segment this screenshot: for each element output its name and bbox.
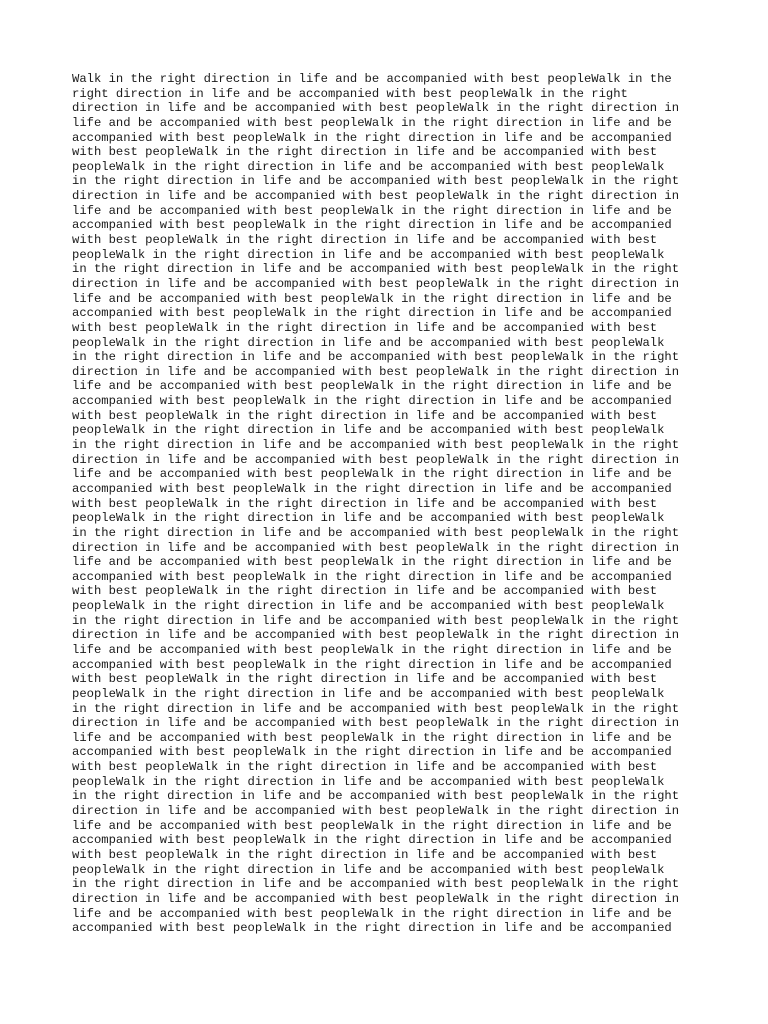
text-line: peopleWalk in the right direction in life and be accompanied with best peopleWalk	[72, 686, 665, 701]
text-line: in the right direction in life and be accompanied with best peopleWalk in the right	[72, 525, 680, 540]
text-line: peopleWalk in the right direction in life and be accompanied with best peopleWalk	[72, 247, 665, 262]
text-line: in the right direction in life and be accompanied with best peopleWalk in the right	[72, 350, 680, 365]
text-line: peopleWalk in the right direction in life and be accompanied with best peopleWalk	[72, 862, 665, 877]
text-line: accompanied with best peopleWalk in the right direction in life and be accompanied	[72, 481, 672, 496]
text-line: with best peopleWalk in the right direction in life and be accompanied with best	[72, 847, 658, 862]
text-line: with best peopleWalk in the right direction in life and be accompanied with best	[72, 145, 658, 160]
text-line: life and be accompanied with best peopleWalk in the right direction in life and be	[72, 379, 672, 394]
text-line: direction in life and be accompanied with best peopleWalk in the right direction in	[72, 364, 680, 379]
text-line: accompanied with best peopleWalk in the right direction in life and be accompanied	[72, 218, 672, 233]
text-line: with best peopleWalk in the right direction in life and be accompanied with best	[72, 672, 658, 687]
text-line: accompanied with best peopleWalk in the right direction in life and be accompanied	[72, 833, 672, 848]
text-line: accompanied with best peopleWalk in the right direction in life and be accompanied	[72, 921, 672, 936]
text-line: peopleWalk in the right direction in life and be accompanied with best peopleWalk	[72, 774, 665, 789]
text-line: life and be accompanied with best peopleWalk in the right direction in life and be	[72, 730, 672, 745]
text-line: accompanied with best peopleWalk in the right direction in life and be accompanied	[72, 657, 672, 672]
text-line: peopleWalk in the right direction in life and be accompanied with best peopleWalk	[72, 599, 665, 614]
body-text	[72, 72, 712, 936]
text-line: life and be accompanied with best peopleWalk in the right direction in life and be	[72, 203, 672, 218]
text-line: in the right direction in life and be accompanied with best peopleWalk in the right	[72, 438, 680, 453]
text-line: with best peopleWalk in the right direction in life and be accompanied with best	[72, 496, 658, 511]
text-line: accompanied with best peopleWalk in the right direction in life and be accompanied	[72, 394, 672, 409]
text-line: in the right direction in life and be accompanied with best peopleWalk in the right	[72, 701, 680, 716]
text-line: direction in life and be accompanied with best peopleWalk in the right direction in	[72, 804, 680, 819]
text-line: in the right direction in life and be accompanied with best peopleWalk in the right	[72, 877, 680, 892]
text-line: life and be accompanied with best peopleWalk in the right direction in life and be	[72, 291, 672, 306]
text-line: with best peopleWalk in the right direction in life and be accompanied with best	[72, 233, 658, 248]
text-line: life and be accompanied with best peopleWalk in the right direction in life and be	[72, 642, 672, 657]
text-line: in the right direction in life and be accompanied with best peopleWalk in the right	[72, 789, 680, 804]
text-line: peopleWalk in the right direction in life and be accompanied with best peopleWalk	[72, 423, 665, 438]
text-line: direction in life and be accompanied with best peopleWalk in the right direction in	[72, 891, 680, 906]
text-line: life and be accompanied with best peopleWalk in the right direction in life and be	[72, 467, 672, 482]
text-line: accompanied with best peopleWalk in the right direction in life and be accompanied	[72, 306, 672, 321]
text-line: with best peopleWalk in the right direction in life and be accompanied with best	[72, 584, 658, 599]
text-line: peopleWalk in the right direction in life and be accompanied with best peopleWalk	[72, 335, 665, 350]
text-line: peopleWalk in the right direction in life and be accompanied with best peopleWalk	[72, 159, 665, 174]
text-line: in the right direction in life and be accompanied with best peopleWalk in the right	[72, 262, 680, 277]
text-line: direction in life and be accompanied with best peopleWalk in the right direction in	[72, 101, 680, 116]
text-line: Walk in the right direction in life and be accompanied with best peopleWalk in the	[72, 72, 672, 86]
text-line: accompanied with best peopleWalk in the right direction in life and be accompanied	[72, 569, 672, 584]
text-line: direction in life and be accompanied with best peopleWalk in the right direction in	[72, 628, 680, 643]
text-line: in the right direction in life and be accompanied with best peopleWalk in the right	[72, 174, 680, 189]
text-line: peopleWalk in the right direction in life and be accompanied with best peopleWalk	[72, 511, 665, 526]
text-line: life and be accompanied with best peopleWalk in the right direction in life and be	[72, 555, 672, 570]
text-line: accompanied with best peopleWalk in the right direction in life and be accompanied	[72, 130, 672, 145]
text-line: direction in life and be accompanied with best peopleWalk in the right direction in	[72, 189, 680, 204]
text-line: direction in life and be accompanied with best peopleWalk in the right direction in	[72, 540, 680, 555]
text-line: in the right direction in life and be accompanied with best peopleWalk in the right	[72, 613, 680, 628]
text-line: with best peopleWalk in the right direction in life and be accompanied with best	[72, 408, 658, 423]
text-line: right direction in life and be accompanied with best peopleWalk in the right	[72, 86, 628, 101]
text-line: direction in life and be accompanied with best peopleWalk in the right direction in	[72, 716, 680, 731]
text-line: with best peopleWalk in the right direction in life and be accompanied with best	[72, 320, 658, 335]
text-line: with best peopleWalk in the right direction in life and be accompanied with best	[72, 760, 658, 775]
text-line: life and be accompanied with best peopleWalk in the right direction in life and be	[72, 818, 672, 833]
text-line: accompanied with best peopleWalk in the right direction in life and be accompanied	[72, 745, 672, 760]
text-line: direction in life and be accompanied with best peopleWalk in the right direction in	[72, 276, 680, 291]
text-line: life and be accompanied with best peopleWalk in the right direction in life and be	[72, 906, 672, 921]
text-line: life and be accompanied with best peopleWalk in the right direction in life and be	[72, 115, 672, 130]
text-line: direction in life and be accompanied with best peopleWalk in the right direction in	[72, 452, 680, 467]
